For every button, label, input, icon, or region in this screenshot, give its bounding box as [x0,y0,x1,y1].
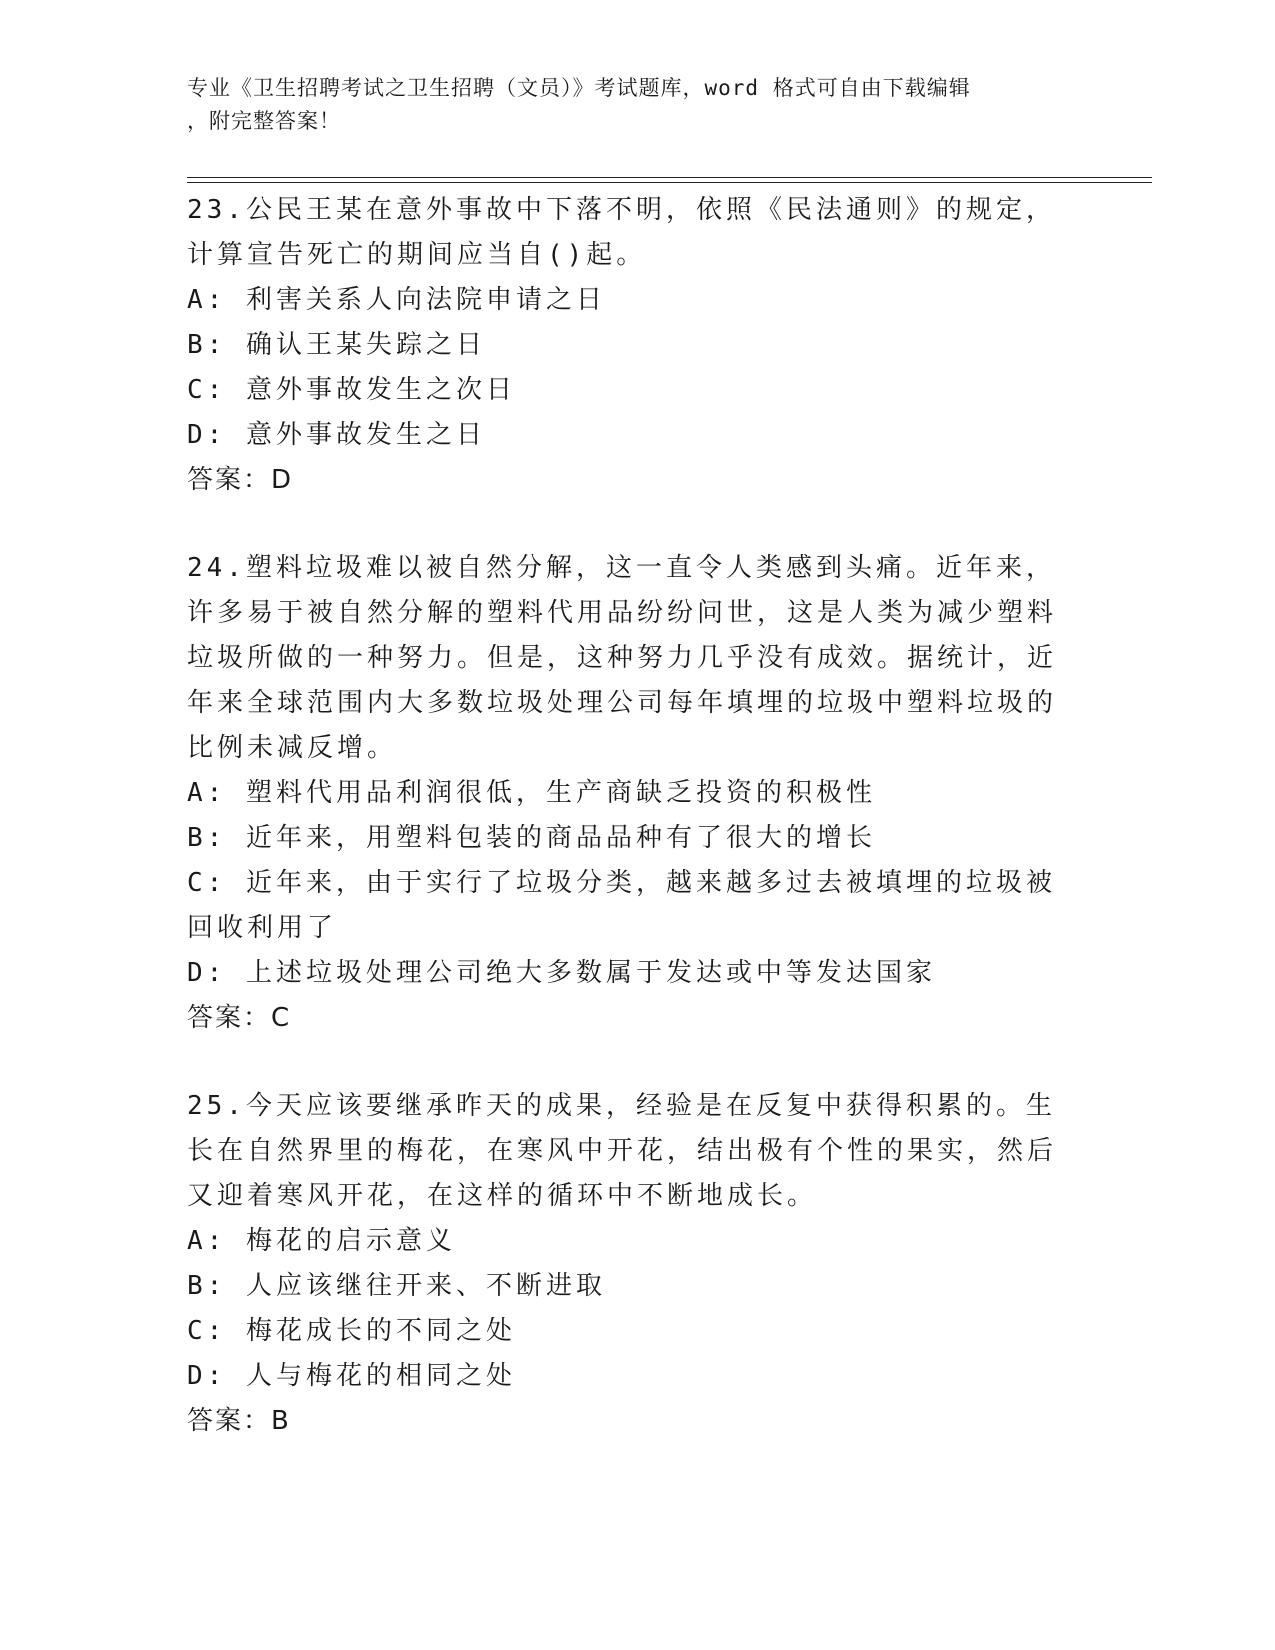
option-c: C: 梅花成长的不同之处 [187,1316,516,1346]
answer: 答案：C [187,1003,292,1033]
header-divider-bottom [187,182,1152,183]
option-b: B: 确认王某失踪之日 [187,330,486,360]
header-line-1: 专业《卫生招聘考试之卫生招聘（文员）》考试题库，word 格式可自由下载编辑 [187,76,971,100]
option-c: C: 近年来，由于实行了垃圾分类，越来越多过去被填埋的垃圾被回收利用了 [187,868,1056,943]
question-text: 25.今天应该要继承昨天的成果，经验是在反复中获得积累的。生长在自然界里的梅花，在寒风中开花，结出极有个性的果实，然后又迎着寒风开花，在这样的循环中不断地成长。 [187,1091,1058,1211]
option-d: D: 人与梅花的相同之处 [187,1361,516,1391]
header-divider-top [187,177,1152,178]
option-d: D: 上述垃圾处理公司绝大多数属于发达或中等发达国家 [187,958,936,988]
question-text: 23.公民王某在意外事故中下落不明，依照《民法通则》的规定，计算宣告死亡的期间应当自()起。 [187,195,1056,270]
question-list [187,188,1077,1487]
option-a: A: 利害关系人向法院申请之日 [187,285,606,315]
option-a: A: 梅花的启示意义 [187,1226,456,1256]
option-a: A: 塑料代用品利润很低，生产商缺乏投资的积极性 [187,778,876,808]
answer: 答案：D [187,465,294,495]
option-b: B: 近年来，用塑料包装的商品品种有了很大的增长 [187,823,876,853]
question-25 [187,1084,1077,1444]
option-d: D: 意外事故发生之日 [187,420,486,450]
document-header [187,72,1087,138]
option-c: C: 意外事故发生之次日 [187,375,516,405]
question-text: 24.塑料垃圾难以被自然分解，这一直令人类感到头痛。近年来，许多易于被自然分解的塑料代用品纷纷问世，这是人类为减少塑料垃圾所做的一种努力。但是，这种努力几乎没有成效。据统计，近年来全球范围内大多数垃圾处理公司每年填埋的垃圾中塑料垃圾的比例未减反增。 [187,553,1058,763]
answer: 答案：B [187,1406,291,1436]
option-b: B: 人应该继往开来、不断进取 [187,1271,606,1301]
header-line-2: ，附完整答案！ [187,109,341,133]
question-24 [187,546,1077,1041]
question-23 [187,188,1077,503]
